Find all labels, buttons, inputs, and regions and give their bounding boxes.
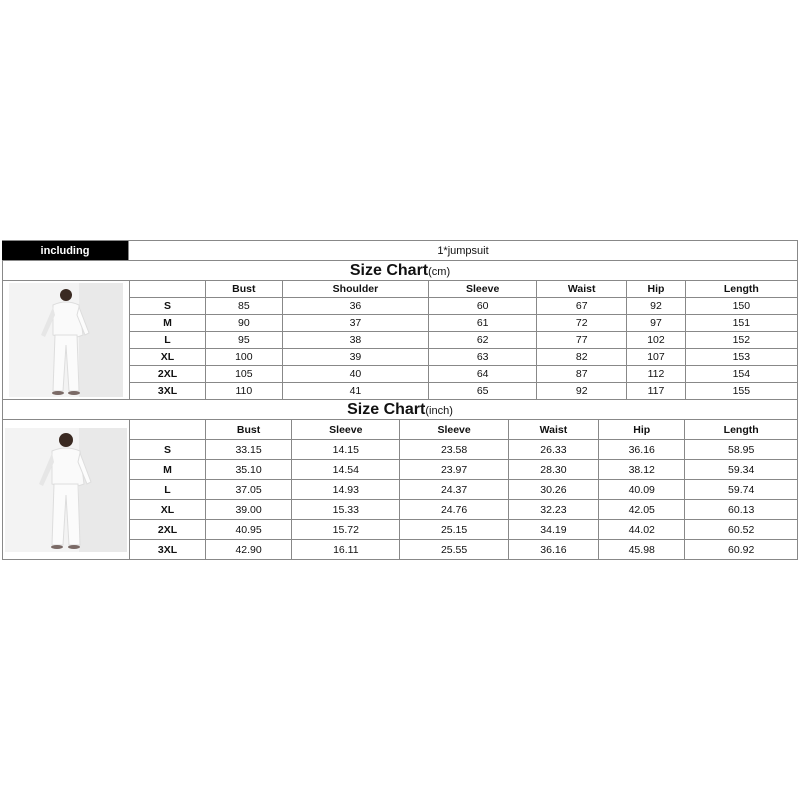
table-cell: 36.16 — [599, 440, 685, 460]
table-cell: 62 — [429, 332, 537, 349]
size-label: 2XL — [130, 366, 206, 383]
table-cell: 152 — [685, 332, 797, 349]
table-cell: 41 — [282, 383, 429, 400]
table-cell: 30.26 — [508, 480, 598, 500]
table-cell: 38 — [282, 332, 429, 349]
table-row — [130, 383, 797, 400]
table-cell: 28.30 — [508, 460, 598, 480]
cm-chart-title — [2, 261, 798, 281]
column-header: Hip — [627, 281, 685, 298]
table-cell: 155 — [685, 383, 797, 400]
table-cell: 14.93 — [292, 480, 400, 500]
table-cell: 36.16 — [508, 540, 598, 560]
table-cell: 85 — [206, 298, 283, 315]
size-label: XL — [130, 500, 206, 520]
column-header: Sleeve — [429, 281, 537, 298]
including-label: including — [2, 241, 128, 260]
column-header: Waist — [537, 281, 627, 298]
table-cell: 24.37 — [400, 480, 508, 500]
table-cell: 72 — [537, 315, 627, 332]
column-header — [130, 420, 206, 440]
table-cell: 39.00 — [206, 500, 292, 520]
size-label: XL — [130, 349, 206, 366]
table-cell: 60.13 — [685, 500, 797, 520]
table-cell: 82 — [537, 349, 627, 366]
table-cell: 100 — [206, 349, 283, 366]
table-row — [130, 540, 797, 560]
table-cell: 59.34 — [685, 460, 797, 480]
table-cell: 97 — [627, 315, 685, 332]
column-header: Length — [685, 420, 797, 440]
product-photo — [9, 283, 123, 397]
table-cell: 15.72 — [292, 520, 400, 540]
table-cell: 154 — [685, 366, 797, 383]
table-cell: 39 — [282, 349, 429, 366]
table-cell: 14.15 — [292, 440, 400, 460]
including-row — [2, 240, 798, 261]
table-cell: 77 — [537, 332, 627, 349]
inch-chart-heading: Size Chart — [347, 401, 426, 418]
table-row — [130, 315, 797, 332]
table-cell: 40 — [282, 366, 429, 383]
column-header: Sleeve — [292, 420, 400, 440]
size-label: L — [130, 480, 206, 500]
inch-chart-unit: (inch) — [425, 405, 453, 417]
size-label: S — [130, 298, 206, 315]
table-cell: 92 — [627, 298, 685, 315]
table-cell: 105 — [206, 366, 283, 383]
inch-chart-title — [2, 400, 798, 420]
table-cell: 23.58 — [400, 440, 508, 460]
table-row — [130, 440, 797, 460]
size-label: 2XL — [130, 520, 206, 540]
table-cell: 40.95 — [206, 520, 292, 540]
table-cell: 64 — [429, 366, 537, 383]
table-cell: 92 — [537, 383, 627, 400]
table-cell: 95 — [206, 332, 283, 349]
table-cell: 65 — [429, 383, 537, 400]
column-header: Shoulder — [282, 281, 429, 298]
table-cell: 150 — [685, 298, 797, 315]
column-header: Sleeve — [400, 420, 508, 440]
table-cell: 90 — [206, 315, 283, 332]
product-photo — [5, 428, 127, 552]
inch-size-table — [130, 420, 797, 559]
size-label: L — [130, 332, 206, 349]
cm-chart-heading: Size Chart — [349, 262, 429, 279]
size-label: 3XL — [157, 385, 178, 397]
table-cell: 34.19 — [508, 520, 598, 540]
table-cell: 102 — [627, 332, 685, 349]
table-cell: 107 — [627, 349, 685, 366]
table-cell: 117 — [627, 383, 685, 400]
table-cell: 26.33 — [508, 440, 598, 460]
table-cell: 112 — [627, 366, 685, 383]
cm-chart-section — [2, 281, 798, 400]
column-header: Bust — [206, 281, 283, 298]
table-cell: 23.97 — [400, 460, 508, 480]
table-cell: 40.09 — [599, 480, 685, 500]
column-header: Length — [685, 281, 797, 298]
table-cell: 151 — [685, 315, 797, 332]
table-cell: 42.90 — [206, 540, 292, 560]
table-row — [130, 349, 797, 366]
column-header — [130, 281, 206, 298]
table-cell: 87 — [537, 366, 627, 383]
table-cell: 25.15 — [400, 520, 508, 540]
table-row — [130, 298, 797, 315]
table-cell: 38.12 — [599, 460, 685, 480]
table-cell: 153 — [685, 349, 797, 366]
cm-product-photo-cell — [3, 281, 130, 399]
table-row — [130, 366, 797, 383]
table-cell: 60.52 — [685, 520, 797, 540]
size-label: M — [130, 315, 206, 332]
table-cell: 33.15 — [206, 440, 292, 460]
size-label: M — [130, 460, 206, 480]
table-cell: 15.33 — [292, 500, 400, 520]
table-cell: 36 — [282, 298, 429, 315]
table-cell: 44.02 — [599, 520, 685, 540]
table-cell: 63 — [429, 349, 537, 366]
column-header: Hip — [599, 420, 685, 440]
table-cell: 35.10 — [206, 460, 292, 480]
size-chart-sheet — [2, 240, 798, 560]
table-header-row — [130, 420, 797, 440]
table-cell: 60 — [429, 298, 537, 315]
table-cell: 60.92 — [685, 540, 797, 560]
column-header: Bust — [206, 420, 292, 440]
table-row — [130, 460, 797, 480]
table-cell: 110 — [206, 383, 283, 400]
table-cell: 25.55 — [400, 540, 508, 560]
table-cell: 45.98 — [599, 540, 685, 560]
table-row — [130, 500, 797, 520]
table-cell: 14.54 — [292, 460, 400, 480]
table-cell: 16.11 — [292, 540, 400, 560]
table-row — [130, 520, 797, 540]
column-header: Waist — [508, 420, 598, 440]
size-label: 3XL — [157, 543, 178, 556]
table-cell: 24.76 — [400, 500, 508, 520]
table-cell: 32.23 — [508, 500, 598, 520]
size-label: S — [130, 440, 206, 460]
table-header-row — [130, 281, 797, 298]
table-cell: 59.74 — [685, 480, 797, 500]
including-value: 1*jumpsuit — [128, 241, 798, 260]
table-row — [130, 332, 797, 349]
table-cell: 67 — [537, 298, 627, 315]
table-cell: 61 — [429, 315, 537, 332]
inch-chart-section — [2, 420, 798, 560]
table-cell: 42.05 — [599, 500, 685, 520]
table-row — [130, 480, 797, 500]
cm-size-table — [130, 281, 797, 399]
inch-product-photo-cell — [3, 420, 130, 559]
table-cell: 37.05 — [206, 480, 292, 500]
table-cell: 58.95 — [685, 440, 797, 460]
table-cell: 37 — [282, 315, 429, 332]
cm-chart-unit: (cm) — [428, 266, 451, 278]
